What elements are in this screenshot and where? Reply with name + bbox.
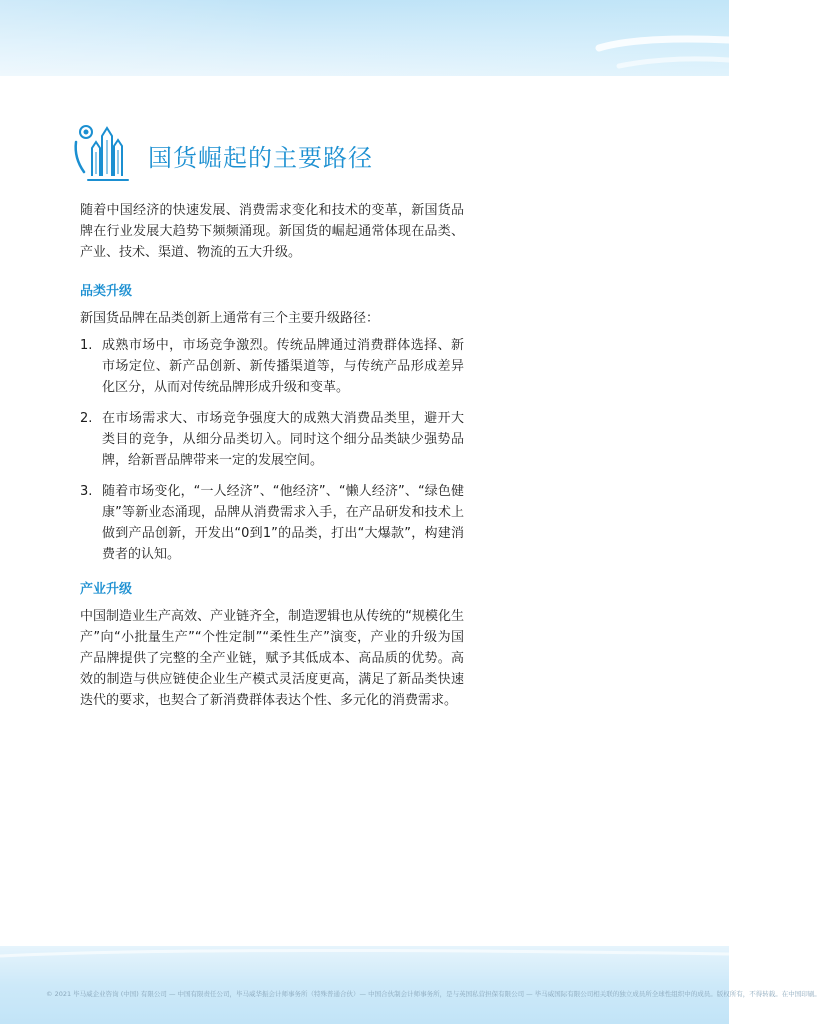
list-item-number: 3. — [80, 484, 93, 499]
rising-buildings-icon — [70, 118, 134, 184]
page-title: 国货崛起的主要路径 — [148, 144, 373, 172]
list-item-number: 1. — [80, 338, 93, 353]
section-heading-category: 品类升级 — [80, 284, 133, 299]
list-item-text: 随着市场变化，“一人经济”、“他经济”、“懒人经济”、“绿色健康”等新业态涌现，品牌从消费需求入手，在产品研发和技术上做到产品创新，开发出“0到1”的品类，打出“大爆款”，构建消费者的认知。 — [102, 484, 464, 562]
list-item-number: 2. — [80, 411, 93, 426]
bottom-decorative-band — [0, 946, 821, 1024]
list-item-text: 在市场需求大、市场竞争强度大的成熟大消费品类里，避开大类目的竞争，从细分品类切入。同时这个细分品类缺少强势品牌，给新晋品牌带来一定的发展空间。 — [102, 411, 464, 468]
top-decorative-band — [0, 0, 729, 76]
list-item — [80, 481, 464, 565]
main-content — [80, 200, 464, 711]
upgrade-path-list — [80, 335, 464, 565]
industry-paragraph: 中国制造业生产高效、产业链齐全，制造逻辑也从传统的“规模化生产”向“小批量生产”“个性定制”“柔性生产”演变，产业的升级为国产品牌提供了完整的全产业链，赋予其低成本、高品质的优势。高效的制造与供应链使企业生产模式灵活度更高，满足了新品类快速迭代的要求，也契合了新消费群体表达个性、多元化的消费需求。 — [80, 609, 464, 708]
list-item-text: 成熟市场中，市场竞争激烈。传统品牌通过消费群体选择、新市场定位、新产品创新、新传播渠道等，与传统产品形成差异化区分，从而对传统品牌形成升级和变革。 — [102, 338, 464, 395]
list-item — [80, 335, 464, 398]
section-heading-industry: 产业升级 — [80, 582, 133, 597]
copyright-footer: © 2021 毕马威企业咨询 (中国) 有限公司 — 中国有限责任公司，毕马威华振会计师事务所（特殊普通合伙）— 中国合伙制会计师事务所，是与英国私营担保有限公司 — 毕马威国际有限公司相关联的独立成员所全球性组织中的成员。版权所有，不得转载。在中国印刷。 — [46, 990, 821, 998]
wave-decoration-icon — [579, 30, 729, 76]
list-item — [80, 408, 464, 471]
section-lead: 新国货品牌在品类创新上通常有三个主要升级路径： — [80, 311, 380, 326]
wave-decoration-icon — [0, 946, 821, 1024]
intro-paragraph: 随着中国经济的快速发展、消费需求变化和技术的变革，新国货品牌在行业发展大趋势下频频涌现。新国货的崛起通常体现在品类、产业、技术、渠道、物流的五大升级。 — [80, 203, 464, 260]
